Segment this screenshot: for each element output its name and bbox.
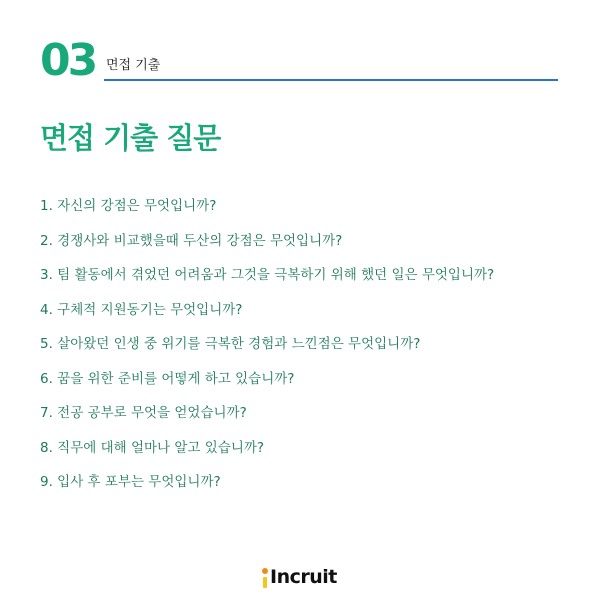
- question-item-3: 3. 팀 활동에서 겪었던 어려움과 그것을 극복하기 위해 했던 일은 무엇입니까?: [40, 267, 495, 283]
- question-item-1: 1. 자신의 강점은 무엇입니까?: [40, 198, 217, 214]
- section-header: [40, 35, 558, 86]
- section-number: 03: [40, 35, 96, 86]
- question-list: [40, 196, 494, 507]
- question-item-4: 4. 구체적 지원동기는 무엇입니까?: [40, 301, 243, 318]
- question-item-6: 6. 꿈을 위한 준비를 어떻게 하고 있습니까?: [40, 370, 295, 387]
- question-item-2: 2. 경쟁사와 비교했을때 두산의 강점은 무엇입니까?: [40, 232, 343, 249]
- question-item-9: 9. 입사 후 포부는 무엇입니까?: [40, 474, 221, 490]
- question-item-5: 5. 살아왔던 인생 중 위기를 극복한 경험과 느낀점은 무엇입니까?: [40, 336, 421, 352]
- incruit-logo: [262, 564, 346, 590]
- logo-text: Incruit: [270, 566, 337, 588]
- header-divider: [104, 79, 558, 81]
- section-label: 면접 기출: [106, 58, 161, 73]
- question-item-7: 7. 전공 공부로 무엇을 얻었습니까?: [40, 405, 247, 421]
- page-title: 면접 기출 질문: [40, 121, 221, 155]
- question-item-8: 8. 직무에 대해 얼마나 알고 있습니까?: [40, 439, 265, 456]
